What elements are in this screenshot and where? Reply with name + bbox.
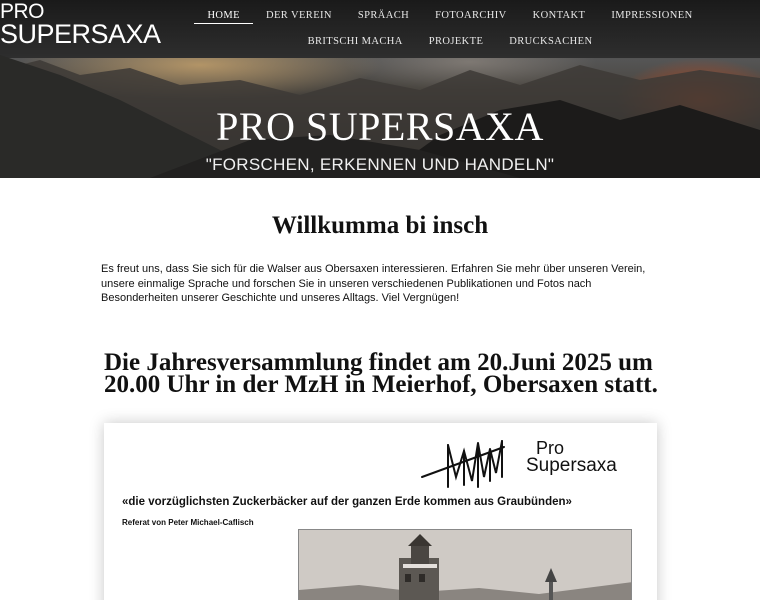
nav-item-drucksachen[interactable]: DRUCKSACHEN xyxy=(509,36,593,47)
poster-logo-text xyxy=(526,439,651,475)
poster-subtitle: Referat von Peter Michael-Caflisch xyxy=(122,518,254,527)
nav-item-der-verein[interactable]: DER VEREIN xyxy=(265,10,332,21)
hero-tagline: "FORSCHEN, ERKENNEN UND HANDELN" xyxy=(205,155,555,174)
poster-logo-line-2: Supersaxa xyxy=(526,455,617,476)
poster-logo-line-1: Pro xyxy=(536,438,565,458)
nav-item-kontakt[interactable]: KONTAKT xyxy=(532,10,586,21)
site-logo[interactable] xyxy=(0,0,161,49)
nav-row-2 xyxy=(200,33,700,50)
event-poster[interactable] xyxy=(104,423,657,600)
hero-title: PRO SUPERSAXA xyxy=(216,104,544,149)
historic-building-photo xyxy=(299,530,632,600)
poster-historic-photo xyxy=(298,529,632,600)
nav-row-1 xyxy=(200,7,700,24)
nav-item-spraach[interactable]: SPRÄACH xyxy=(357,10,410,21)
nav-item-fotoarchiv[interactable]: FOTOARCHIV xyxy=(435,10,507,21)
welcome-heading: Willkumma bi insch xyxy=(271,212,489,239)
poster-quote: «die vorzüglichsten Zuckerbäcker auf der ganzen Erde kommen aus Graubünden» xyxy=(122,496,572,508)
logo-line-2: SUPERSAXA xyxy=(0,19,161,49)
welcome-text: Es freut uns, dass Sie sich für die Walser aus Obersaxen interessieren. Erfahren Sie mehr über unseren Verein, unsere einmalige Sprache und forschen Sie in unseren verschiedenen Publikationen und Fotos nach Besonderheiten unserer Geschichte und unseres Alltags. Viel Vergnügen! xyxy=(101,263,646,304)
announcement-heading: Die Jahresversammlung findet am 20.Juni 2025 um 20.00 Uhr in der MzH in Meierhof, Obersaxen statt. xyxy=(104,349,658,398)
pro-supersaxa-emblem-icon xyxy=(418,437,518,489)
nav-item-britschi-macha[interactable]: BRITSCHI MACHA xyxy=(307,36,403,47)
nav-item-home[interactable]: HOME xyxy=(194,7,253,24)
logo-line-1: PRO xyxy=(0,0,45,23)
nav-item-impressionen[interactable]: IMPRESSIONEN xyxy=(611,10,693,21)
nav-item-projekte[interactable]: PROJEKTE xyxy=(428,36,484,47)
hero-banner xyxy=(0,0,760,178)
